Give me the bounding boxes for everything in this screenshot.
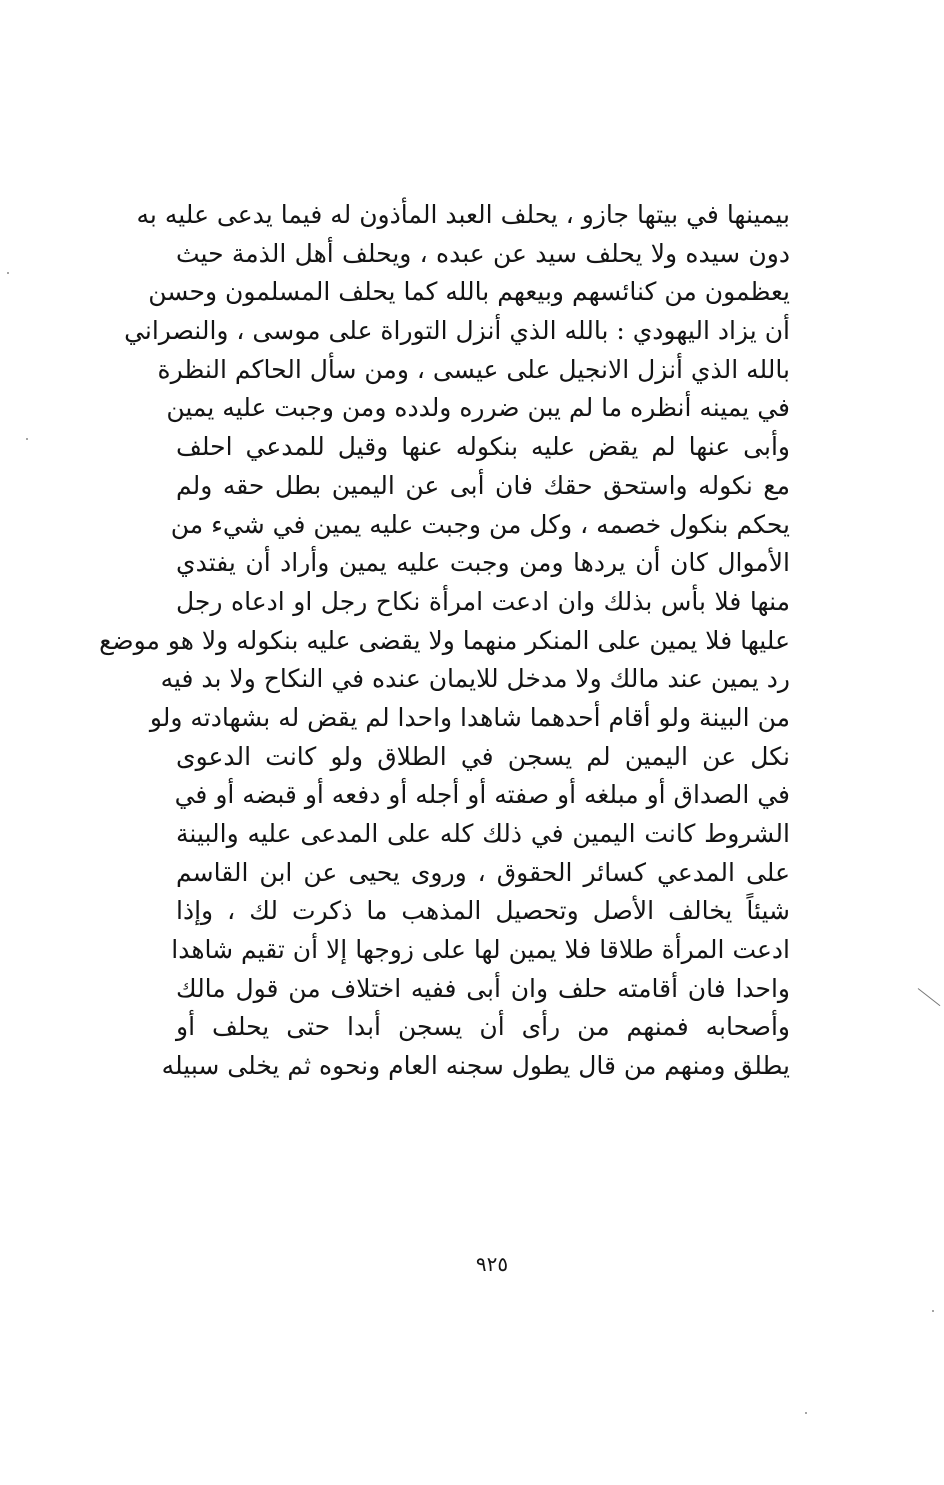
- scan-speck: [26, 438, 28, 440]
- text-line: يعظمون من كنائسهم وبيعهم بالله كما يحلف المسلمون وحسن: [148, 277, 790, 307]
- text-line: مع نكوله واستحق حقك فان أبى عن اليمين بطل حقه ولم: [176, 470, 790, 500]
- text-line: أن يزاد اليهودي : بالله الذي أنزل التوراة على موسى ، والنصراني: [124, 316, 790, 346]
- text-line: رد يمين عند مالك ولا مدخل للايمان عنده في النكاح ولا بد فيه: [160, 664, 790, 694]
- scan-stroke: [918, 988, 941, 1006]
- scan-speck: [805, 1412, 807, 1414]
- text-line: يطلق ومنهم من قال يطول سجنه العام ونحوه ثم يخلى سبيله: [161, 1051, 790, 1081]
- text-line: عليها فلا يمين على المنكر منهما ولا يقضى عليه بنكوله ولا هو موضع: [99, 625, 790, 655]
- text-line: نكل عن اليمين لم يسجن في الطلاق ولو كانت الدعوى: [176, 741, 790, 771]
- text-line: ادعت المرأة طلاقا فلا يمين لها على زوجها إلا أن تقيم شاهدا: [171, 935, 790, 965]
- text-line: منها فلا بأس بذلك وان ادعت امرأة نكاح رجل او ادعاه رجل: [176, 586, 790, 616]
- page-number: ٩٢٥: [475, 1252, 509, 1276]
- body-text: [99, 196, 790, 1086]
- text-line: على المدعي كسائر الحقوق ، وروى يحيى عن ابن القاسم: [176, 857, 790, 887]
- text-line: بالله الذي أنزل الانجيل على عيسى ، ومن سأل الحاكم النظرة: [157, 354, 790, 384]
- text-line: دون سيده ولا يحلف سيد عن عبده ، ويحلف أهل الذمة حيث: [176, 238, 790, 268]
- scan-speck: [7, 272, 9, 274]
- text-line: الأموال كان أن يردها ومن وجبت عليه يمين وأراد أن يفتدي: [176, 548, 790, 578]
- text-line: في الصداق أو مبلغه أو صفته أو أجله أو دفعه أو قبضه أو في: [174, 780, 790, 810]
- text-line: في يمينه أنظره ما لم يبن ضرره ولدده ومن وجبت عليه يمين: [166, 393, 790, 423]
- text-line: وأبى عنها لم يقض عليه بنكوله عنها وقيل للمدعي احلف: [176, 432, 790, 462]
- scan-speck: [932, 1310, 934, 1312]
- text-line: يحكم بنكول خصمه ، وكل من وجبت عليه يمين في شيء من: [170, 509, 790, 539]
- text-line: واحدا فان أقامته حلف وان أبى ففيه اختلاف من قول مالك: [176, 973, 790, 1003]
- text-line: بيمينها في بيتها جازو ، يحلف العبد المأذون له فيما يدعى عليه به: [136, 200, 790, 229]
- text-line: شيئاً يخالف الأصل وتحصيل المذهب ما ذكرت لك ، وإذا: [176, 896, 790, 926]
- text-line: وأصحابه فمنهم من رأى أن يسجن أبدا حتى يحلف أو: [176, 1012, 790, 1042]
- text-line: الشروط كانت اليمين في ذلك كله على المدعى عليه والبينة: [176, 819, 790, 848]
- text-line: من البينة ولو أقام أحدهما شاهدا واحدا لم يقض له بشهادته ولو: [149, 702, 790, 732]
